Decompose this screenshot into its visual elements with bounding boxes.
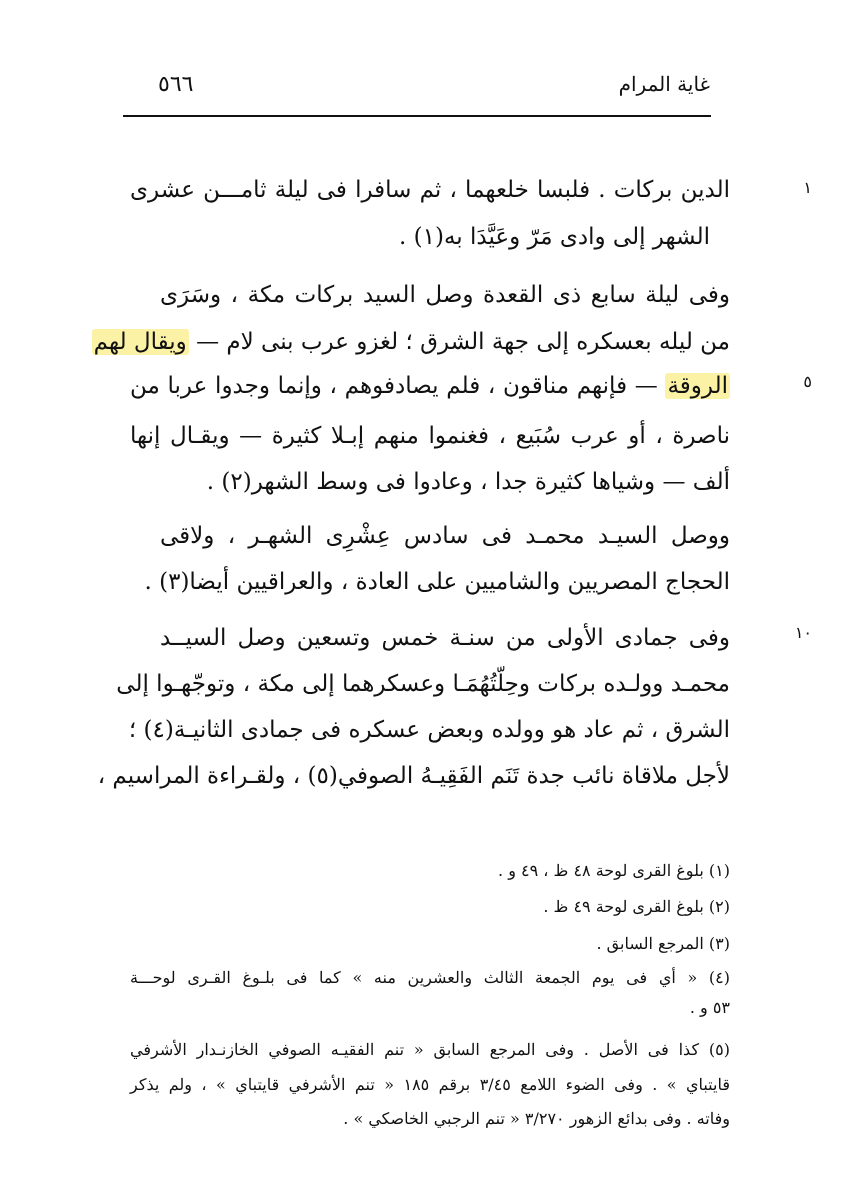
header-rule bbox=[123, 115, 711, 117]
body-line-5 bbox=[130, 366, 730, 406]
page-number: ٥٦٦ bbox=[158, 72, 194, 97]
body-line-3: وفى ليلة سابع ذى القعدة وصل السيد بركات مكة ، وسَرَى bbox=[160, 282, 730, 308]
margin-line-number-1: ١ bbox=[803, 178, 812, 197]
body-line-9: الحجاج المصريين والشاميين على العادة ، والعراقيين أيضا(٣) . bbox=[144, 569, 730, 595]
footnote-5: (٥) كذا فى الأصل . وفى المرجع السابق « تنم الفقيـه الصوفي الخازنـدار الأشرفي bbox=[130, 1040, 730, 1059]
body-line-6: ناصرة ، أو عرب سُبَيع ، فغنموا منهم إبـلا كثيرة — ويقـال إنها bbox=[130, 423, 730, 449]
body-line-4-text: من ليله بعسكره إلى جهة الشرق ؛ لغزو عرب بنى لام — bbox=[196, 329, 730, 355]
margin-line-number-10: ١٠ bbox=[794, 623, 812, 642]
body-line-7: ألف — وشياها كثيرة جدا ، وعادوا فى وسط الشهر(٢) . bbox=[206, 469, 730, 495]
body-line-2: الشهر إلى وادى مَرّ وعَيَّدَا به(١) . bbox=[399, 224, 710, 250]
body-line-5-text: — فإنهم مناقون ، فلم يصادفوهم ، وإنما وجدوا عربا من bbox=[130, 373, 658, 399]
footnote-5-line-2: قايتباي » . وفى الضوء اللامع ٣/٤٥ برقم ١٨٥ « تنم الأشرفي قايتباي » ، ولم يذكر bbox=[130, 1075, 730, 1094]
body-line-12: الشرق ، ثم عاد هو وولده وبعض عسكره فى جمادى الثانيـة(٤) ؛ bbox=[128, 717, 730, 743]
body-line-8: ووصل السيـد محمـد فى سادس عِشْرِى الشهـر ، ولاقى bbox=[160, 523, 730, 549]
footnote-1: (١) بلوغ القرى لوحة ٤٨ ظ ، ٤٩ و . bbox=[498, 861, 730, 880]
body-line-10: وفى جمادى الأولى من سنـة خمس وتسعين وصل السيــد bbox=[160, 625, 730, 651]
footnote-5-line-3: وفاته . وفى بدائع الزهور ٣/٢٧٠ « تنم الرجبي الخاصكي » . bbox=[343, 1109, 730, 1128]
footnote-4-continued: ٥٣ و . bbox=[689, 998, 730, 1017]
body-line-4 bbox=[93, 322, 730, 362]
footnote-4: (٤) « أي فى يوم الجمعة الثالث والعشرين منه » كما فى بلـوغ القـرى لوحـــة bbox=[130, 968, 730, 987]
body-line-1: الدين بركات . فلبسا خلعهما ، ثم سافرا فى ليلة ثامـــن عشرى bbox=[130, 177, 730, 203]
highlighted-word: الروقة bbox=[667, 373, 728, 399]
footnote-3: (٣) المرجع السابق . bbox=[596, 934, 730, 953]
margin-line-number-5: ٥ bbox=[803, 372, 812, 391]
body-line-13: لأجل ملاقاة نائب جدة تَنَم الفَقِيـهُ الصوفي(٥) ، ولقـراءة المراسيم ، bbox=[97, 763, 730, 789]
highlighted-phrase: ويقال لهم bbox=[93, 329, 187, 355]
footnote-2: (٢) بلوغ القرى لوحة ٤٩ ظ . bbox=[543, 897, 730, 916]
body-line-11: محمـد وولـده بركات وحِلّتُهُمَـا وعسكرهما إلى مكة ، وتوجّهـوا إلى bbox=[116, 671, 730, 697]
running-header bbox=[110, 70, 710, 104]
book-title: غاية المرام bbox=[618, 72, 710, 96]
